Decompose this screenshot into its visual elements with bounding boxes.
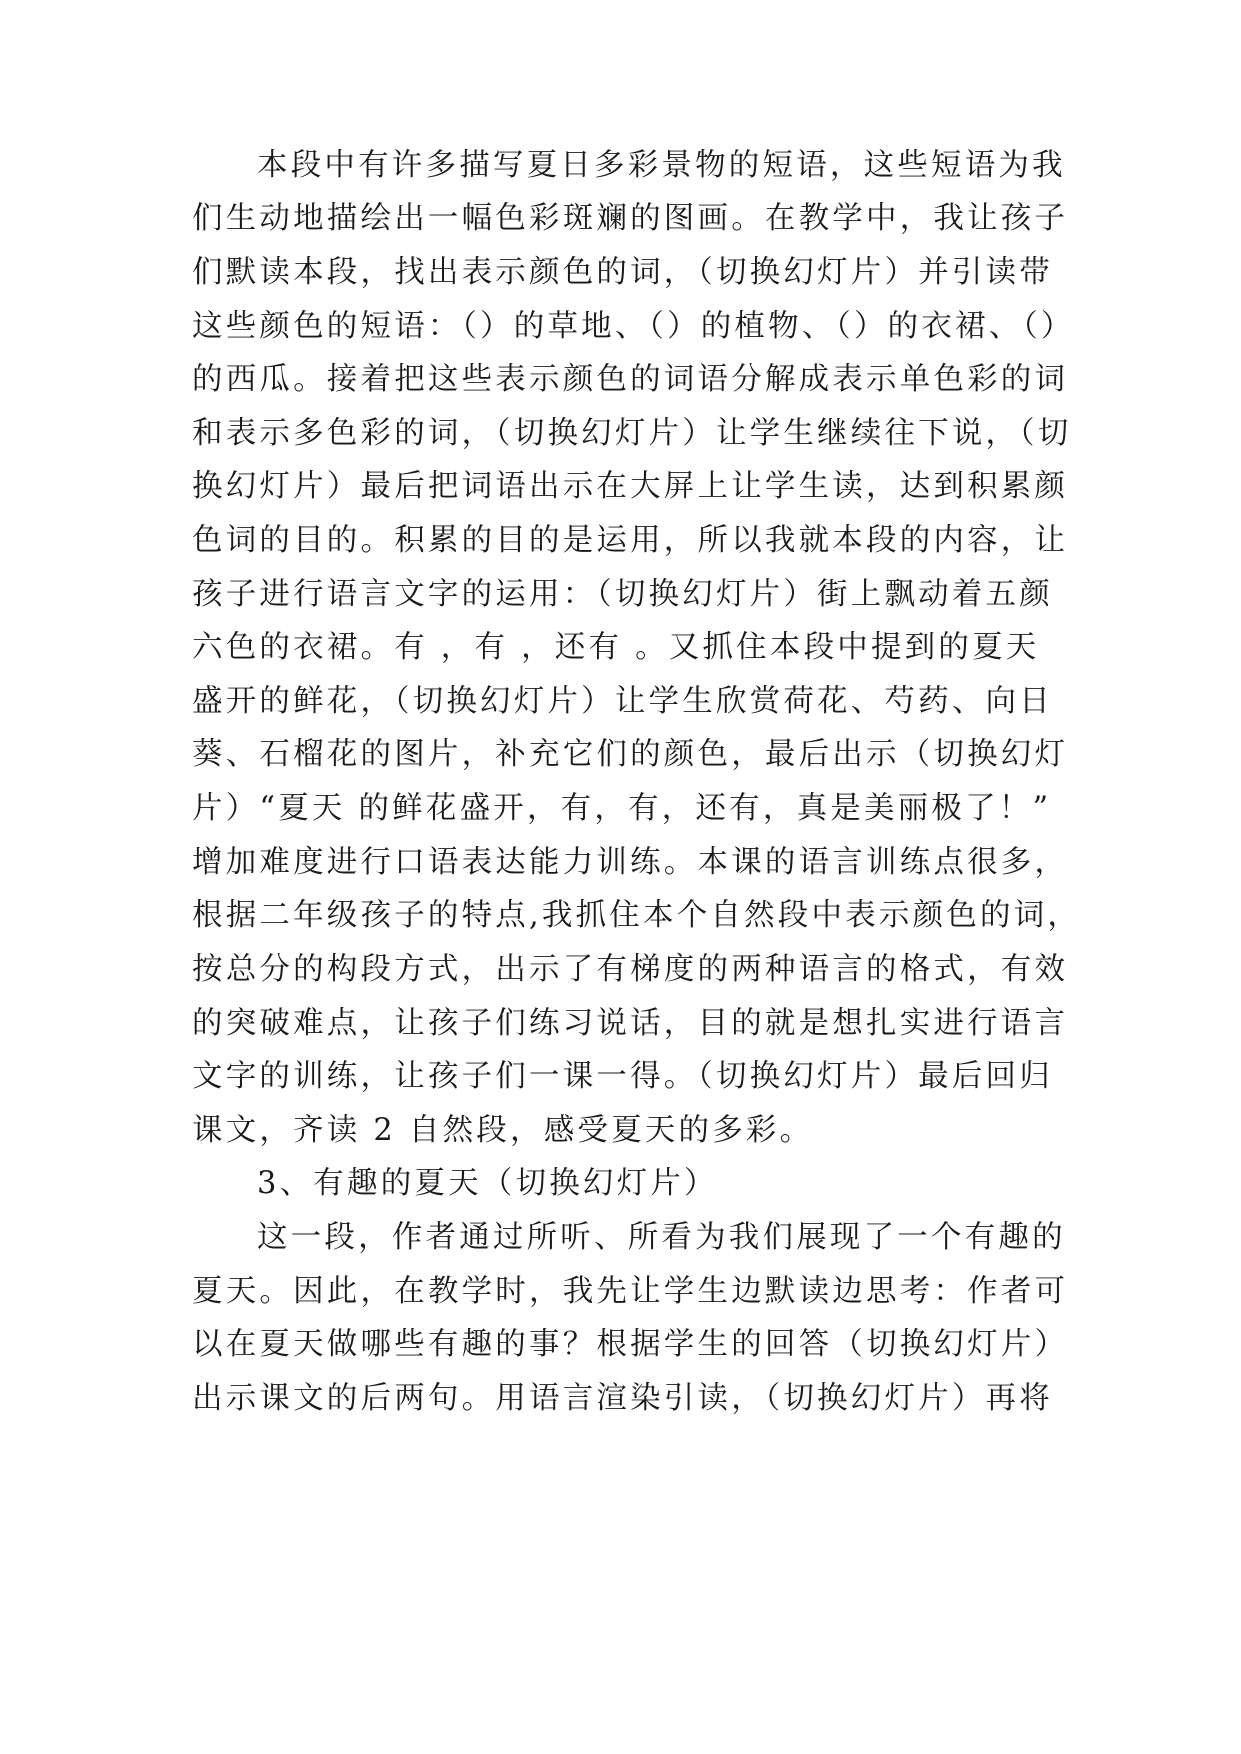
text-line: 和表示多色彩的词，（切换幻灯片）让学生继续往下说，（切	[192, 416, 1072, 451]
text-line: 出示课文的后两句。用语言渲染引读，（切换幻灯片）再将	[192, 1381, 1053, 1416]
text-line: 增加难度进行口语表达能力训练。本课的语言训练点很多，	[192, 845, 1069, 880]
text-line: 按总分的构段方式，出示了有梯度的两种语言的格式，有效	[192, 952, 1069, 987]
text-line: 本段中有许多描写夏日多彩景物的短语，这些短语为我	[257, 148, 1066, 183]
text-line: 盛开的鲜花，（切换幻灯片）让学生欣赏荷花、芍药、向日	[192, 684, 1053, 719]
text-line: 六色的衣裙。有 ，有 ，还有 。又抓住本段中提到的夏天	[192, 630, 1040, 665]
text-line: 色词的目的。积累的目的是运用，所以我就本段的内容，让	[192, 523, 1069, 558]
text-line: 们默读本段，找出表示颜色的词，（切换幻灯片）并引读带	[192, 255, 1053, 290]
text-line: 这一段，作者通过所听、所看为我们展现了一个有趣的	[257, 1220, 1066, 1255]
text-line: 课文，齐读 2 自然段，感受夏天的多彩。	[192, 1113, 814, 1148]
text-line: 文字的训练，让孩子们一课一得。（切换幻灯片）最后回归	[192, 1059, 1053, 1094]
text-line: 们生动地描绘出一幅色彩斑斓的图画。在教学中，我让孩子	[192, 201, 1069, 236]
text-line: 孩子进行语言文字的运用：（切换幻灯片）街上飘动着五颜	[192, 577, 1053, 612]
text-line: 以在夏天做哪些有趣的事？根据学生的回答（切换幻灯片）	[192, 1327, 1069, 1362]
text-line: 葵、石榴花的图片，补充它们的颜色，最后出示（切换幻灯	[192, 737, 1069, 772]
text-line: 的西瓜。接着把这些表示颜色的词语分解成表示单色彩的词	[192, 362, 1069, 397]
text-line: 夏天。因此，在教学时，我先让学生边默读边思考：作者可	[192, 1274, 1069, 1309]
text-line: 根据二年级孩子的特点,我抓住本个自然段中表示颜色的词，	[192, 898, 1082, 933]
text-line: 的突破难点，让孩子们练习说话，目的就是想扎实进行语言	[192, 1006, 1069, 1041]
text-line: 这些颜色的短语：（）的草地、（）的植物、（）的衣裙、（）	[192, 309, 1075, 344]
section-heading: 3、有趣的夏天（切换幻灯片）	[257, 1166, 718, 1201]
text-line: 片）“夏天 的鲜花盛开，有，有，还有，真是美丽极了！”	[192, 791, 1052, 826]
text-line: 换幻灯片）最后把词语出示在大屏上让学生读，达到积累颜	[192, 469, 1069, 504]
